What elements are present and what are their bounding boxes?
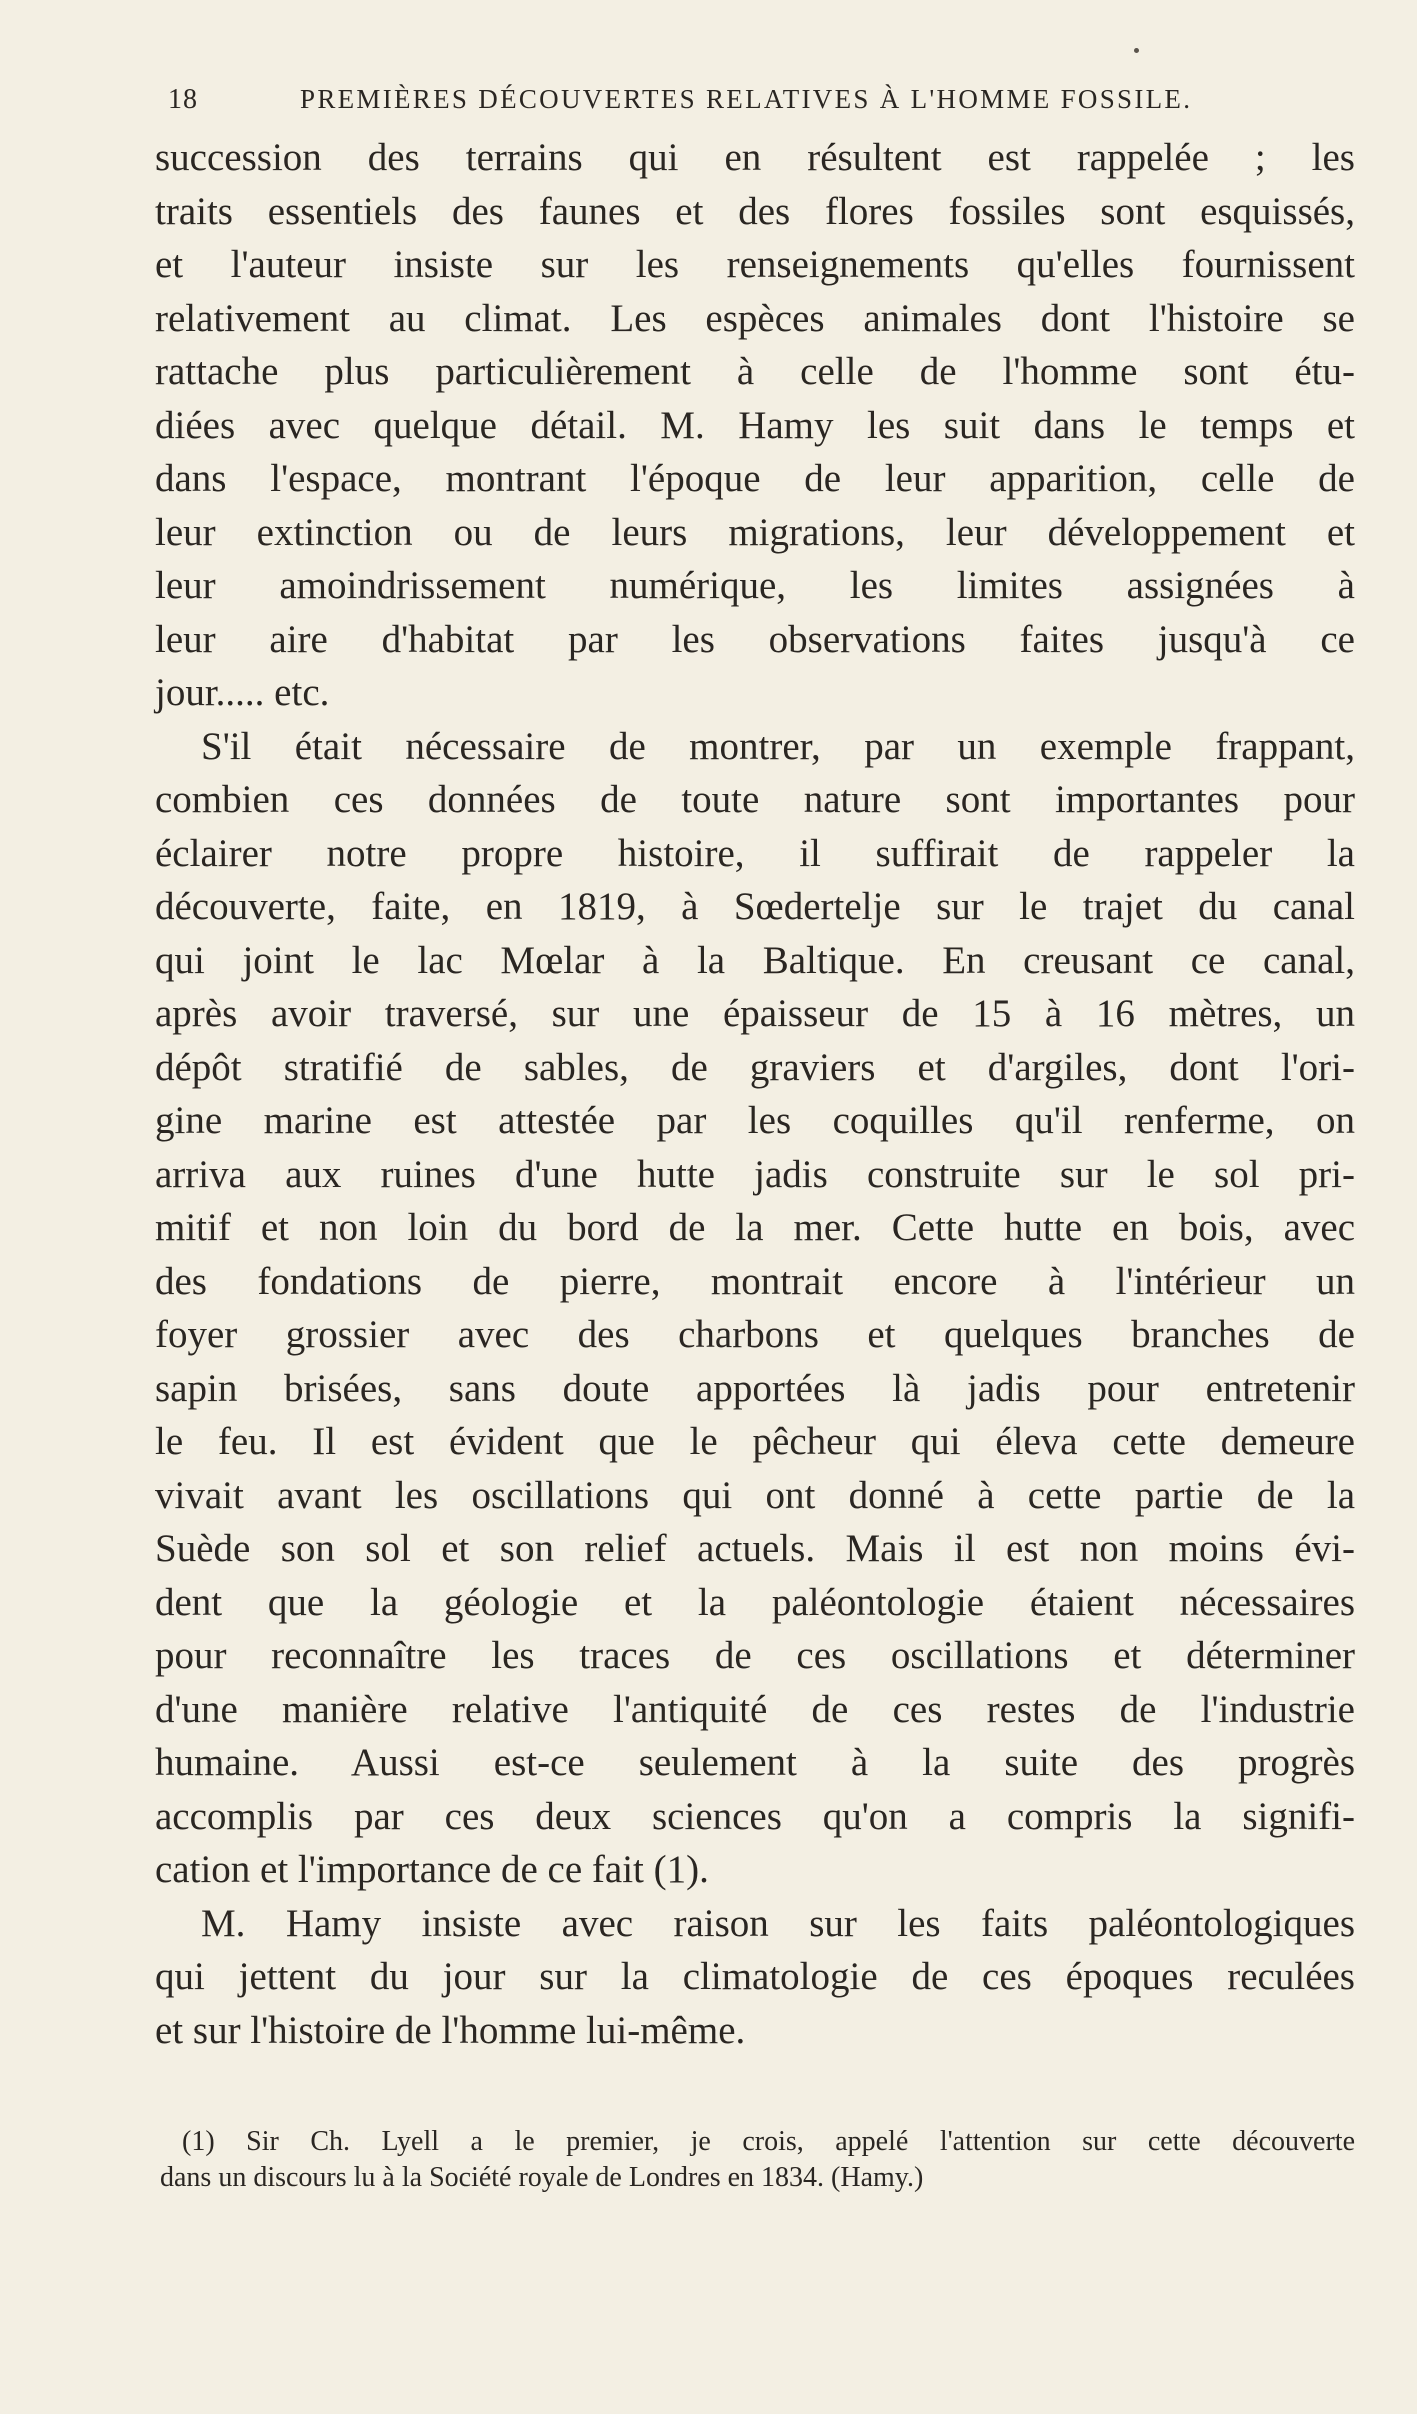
footnote-line: dans un discours lu à la Société royale de Londres en 1834. (Hamy.) [160, 2162, 924, 2193]
text-line: leur extinction ou de leurs migrations, leur développement et [155, 510, 1355, 554]
page-header [160, 78, 1240, 122]
text-line: dépôt stratifié de sables, de graviers et d'argiles, dont l'ori- [155, 1045, 1355, 1089]
text-line: gine marine est attestée par les coquilles qu'il renferme, on [155, 1099, 1355, 1142]
text-line: rattache plus particulièrement à celle de l'homme sont étu- [155, 350, 1355, 393]
text-line: vivait avant les oscillations qui ont donné à cette partie de la [155, 1473, 1355, 1517]
text-line: qui jettent du jour sur la climatologie de ces époques reculées [155, 1955, 1355, 1998]
running-title: PREMIÈRES DÉCOUVERTES RELATIVES À L'HOMME FOSSILE. [300, 84, 1193, 114]
text-line: Suède son sol et son relief actuels. Mais il est non moins évi- [155, 1527, 1355, 1570]
text-line: leur aire d'habitat par les observations faites jusqu'à ce [155, 617, 1355, 661]
text-line: dent que la géologie et la paléontologie étaient nécessaires [155, 1580, 1355, 1624]
text-line: et l'auteur insiste sur les renseignements qu'elles fournissent [155, 243, 1355, 286]
text-line: découverte, faite, en 1819, à Sœdertelje sur le trajet du canal [155, 885, 1355, 928]
text-line: dans l'espace, montrant l'époque de leur apparition, celle de [155, 457, 1355, 500]
text-line: éclairer notre propre histoire, il suffirait de rappeler la [155, 831, 1355, 875]
print-speck [1134, 48, 1139, 53]
text-line: humaine. Aussi est-ce seulement à la suite des progrès [155, 1741, 1355, 1784]
text-line: M. Hamy insiste avec raison sur les faits paléontologiques [201, 1901, 1355, 1945]
text-line: jour..... etc. [155, 671, 330, 714]
text-line: le feu. Il est évident que le pêcheur qui éleva cette demeure [155, 1420, 1355, 1463]
text-line: et sur l'histoire de l'homme lui-même. [155, 2008, 746, 2052]
text-line: sapin brisées, sans doute apportées là jadis pour entretenir [155, 1366, 1355, 1410]
text-line: succession des terrains qui en résultent est rappelée ; les [155, 136, 1355, 179]
text-line: après avoir traversé, sur une épaisseur de 15 à 16 mètres, un [155, 992, 1355, 1035]
page-number: 18 [168, 84, 198, 115]
text-line: S'il était nécessaire de montrer, par un exemple frappant, [201, 724, 1355, 768]
text-line: arriva aux ruines d'une hutte jadis construite sur le sol pri- [155, 1152, 1355, 1196]
text-line: qui joint le lac Mœlar à la Baltique. En creusant ce canal, [155, 938, 1355, 982]
body-text [155, 131, 1355, 2057]
footnote [160, 2124, 1355, 2196]
text-line: leur amoindrissement numérique, les limites assignées à [155, 564, 1355, 607]
text-line: mitif et non loin du bord de la mer. Cette hutte en bois, avec [155, 1206, 1355, 1249]
text-line: des fondations de pierre, montrait encore à l'intérieur un [155, 1259, 1355, 1303]
text-line: foyer grossier avec des charbons et quelques branches de [155, 1313, 1355, 1356]
text-line: d'une manière relative l'antiquité de ces restes de l'industrie [155, 1687, 1355, 1731]
text-line: pour reconnaître les traces de ces oscillations et déterminer [155, 1634, 1355, 1677]
text-line: diées avec quelque détail. M. Hamy les suit dans le temps et [155, 403, 1355, 447]
text-line: combien ces données de toute nature sont importantes pour [155, 778, 1355, 821]
text-line: relativement au climat. Les espèces animales dont l'histoire se [155, 296, 1355, 340]
text-line: cation et l'importance de ce fait (1). [155, 1848, 709, 1891]
text-line: accomplis par ces deux sciences qu'on a compris la signifi- [155, 1794, 1355, 1838]
text-line: traits essentiels des faunes et des flores fossiles sont esquissés, [155, 189, 1355, 233]
footnote-line: (1) Sir Ch. Lyell a le premier, je crois, appelé l'attention sur cette découverte [182, 2126, 1355, 2157]
